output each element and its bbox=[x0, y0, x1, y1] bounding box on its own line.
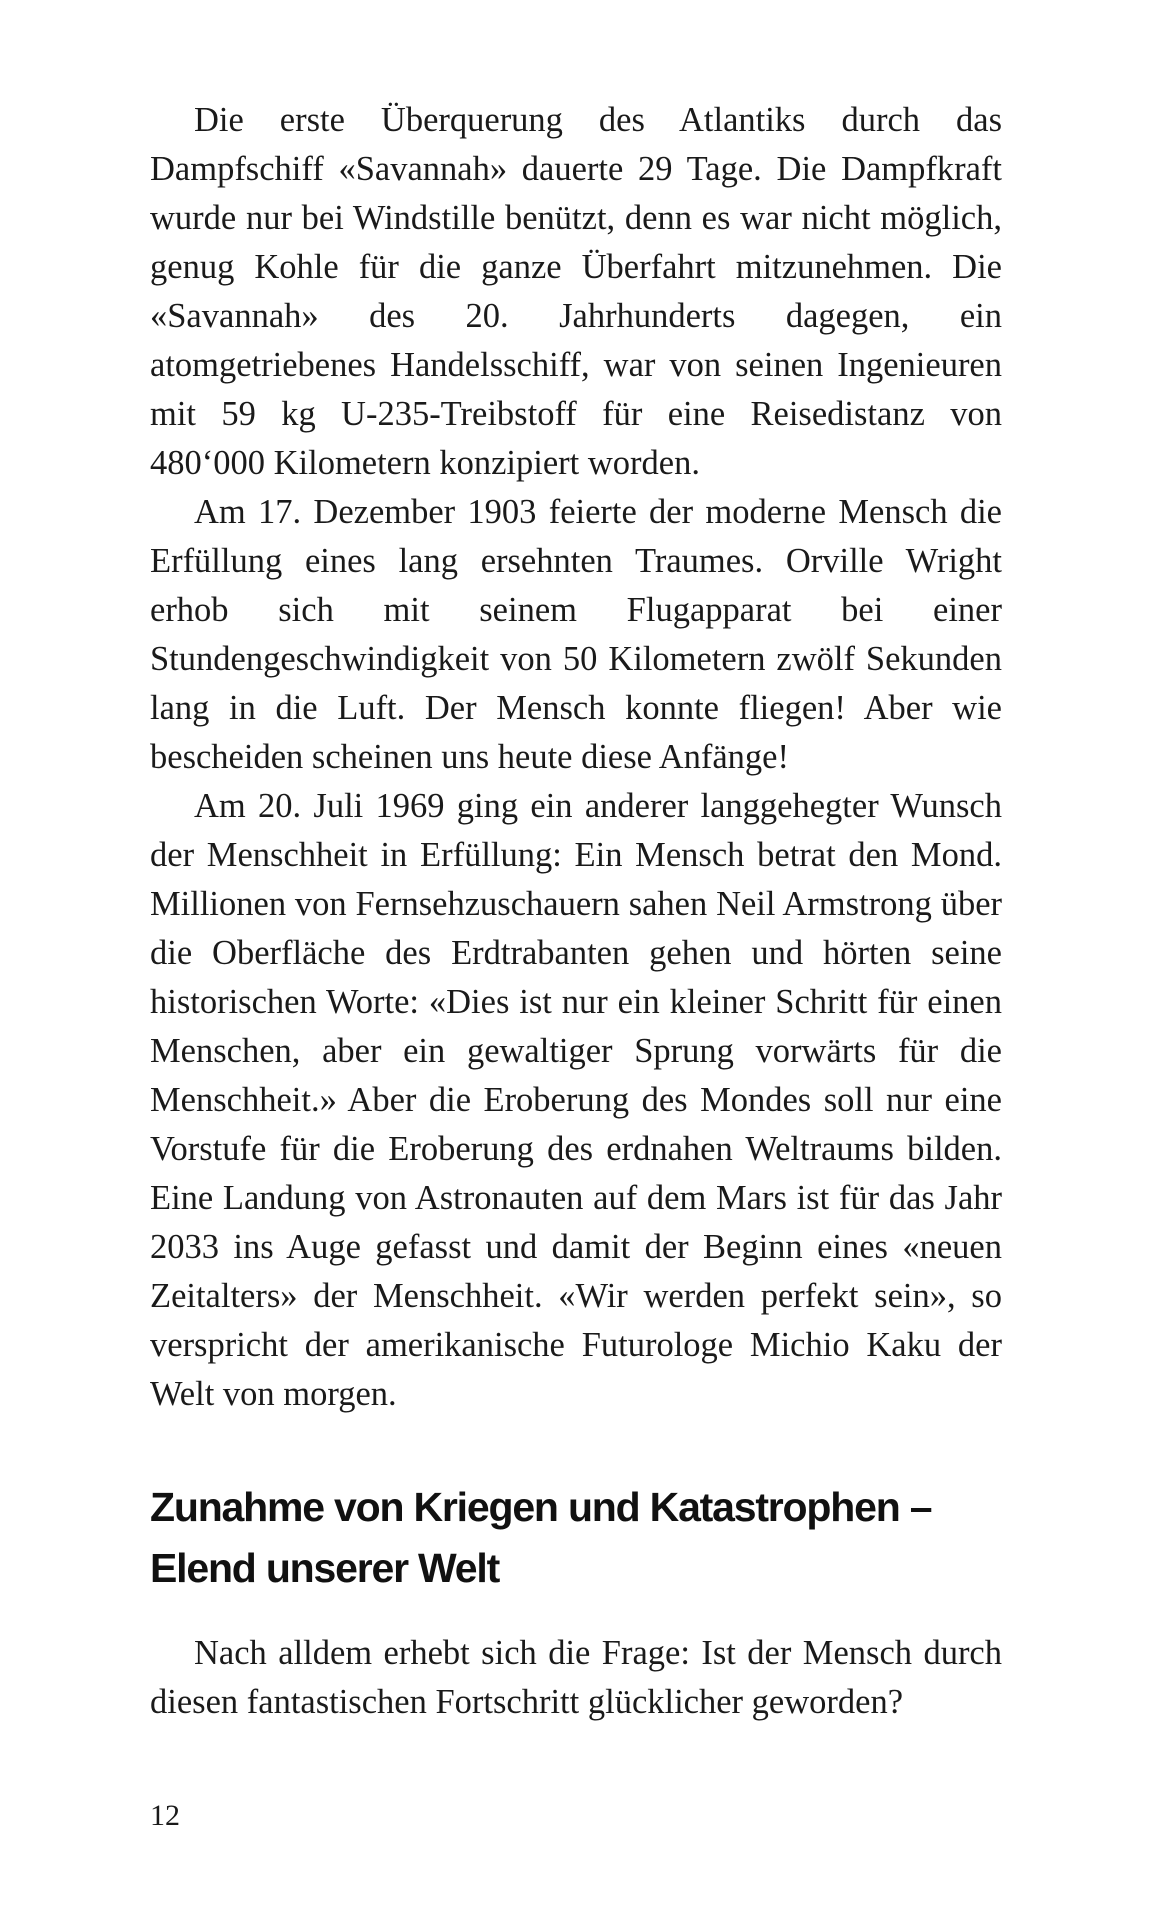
section-heading: Zunahme von Kriegen und Katastrophen – Elend unserer Welt bbox=[150, 1484, 932, 1591]
page-number: 12 bbox=[150, 1799, 180, 1832]
paragraph-wright: Am 17. Dezember 1903 feierte der moderne Mensch die Erfüllung eines lang ersehnten Traumes. Orville Wright erhob sich mit seinem Flugapparat bei einer Stundengeschwindigkeit von 50 Kilometern zwölf Sekunden lang in die Luft. Der Mensch konnte fliegen! Aber wie bescheiden scheinen uns heute diese Anfänge! bbox=[150, 493, 1002, 776]
page-body bbox=[150, 96, 1002, 1727]
paragraph-savannah: Die erste Überquerung des Atlantiks durch das Dampfschiff «Savannah» dauerte 29 Tage. Die Dampfkraft wurde nur bei Windstille benützt, denn es war nicht möglich, genug Kohle für die ganze Überfahrt mitzunehmen. Die «Savannah» des 20. Jahrhunderts dagegen, ein atomgetriebenes Handelsschiff, war von seinen Ingenieuren mit 59 kg U-235-Treibstoff für eine Reisedistanz von 480‘000 Kilometern konzipiert worden. bbox=[150, 101, 1002, 482]
paragraph-moon-landing: Am 20. Juli 1969 ging ein anderer langgehegter Wunsch der Menschheit in Erfüllung: Ein Mensch betrat den Mond. Millionen von Fernsehzuschauern sahen Neil Armstrong über die Oberfläche des Erdtrabanten gehen und hörten seine historischen Worte: «Dies ist nur ein kleiner Schritt für einen Menschen, aber ein gewaltiger Sprung vorwärts für die Menschheit.» Aber die Eroberung des Mondes soll nur eine Vorstufe für die Eroberung des erdnahen Weltraums bilden. Eine Landung von Astronauten auf dem Mars ist für das Jahr 2033 ins Auge gefasst und damit der Beginn eines «neuen Zeitalters» der Menschheit. «Wir werden perfekt sein», so verspricht der amerikanische Futurologe Michio Kaku der Welt von morgen. bbox=[150, 787, 1002, 1413]
paragraph-question: Nach alldem erhebt sich die Frage: Ist der Mensch durch diesen fantastischen Fortschritt glücklicher geworden? bbox=[150, 1634, 1002, 1721]
